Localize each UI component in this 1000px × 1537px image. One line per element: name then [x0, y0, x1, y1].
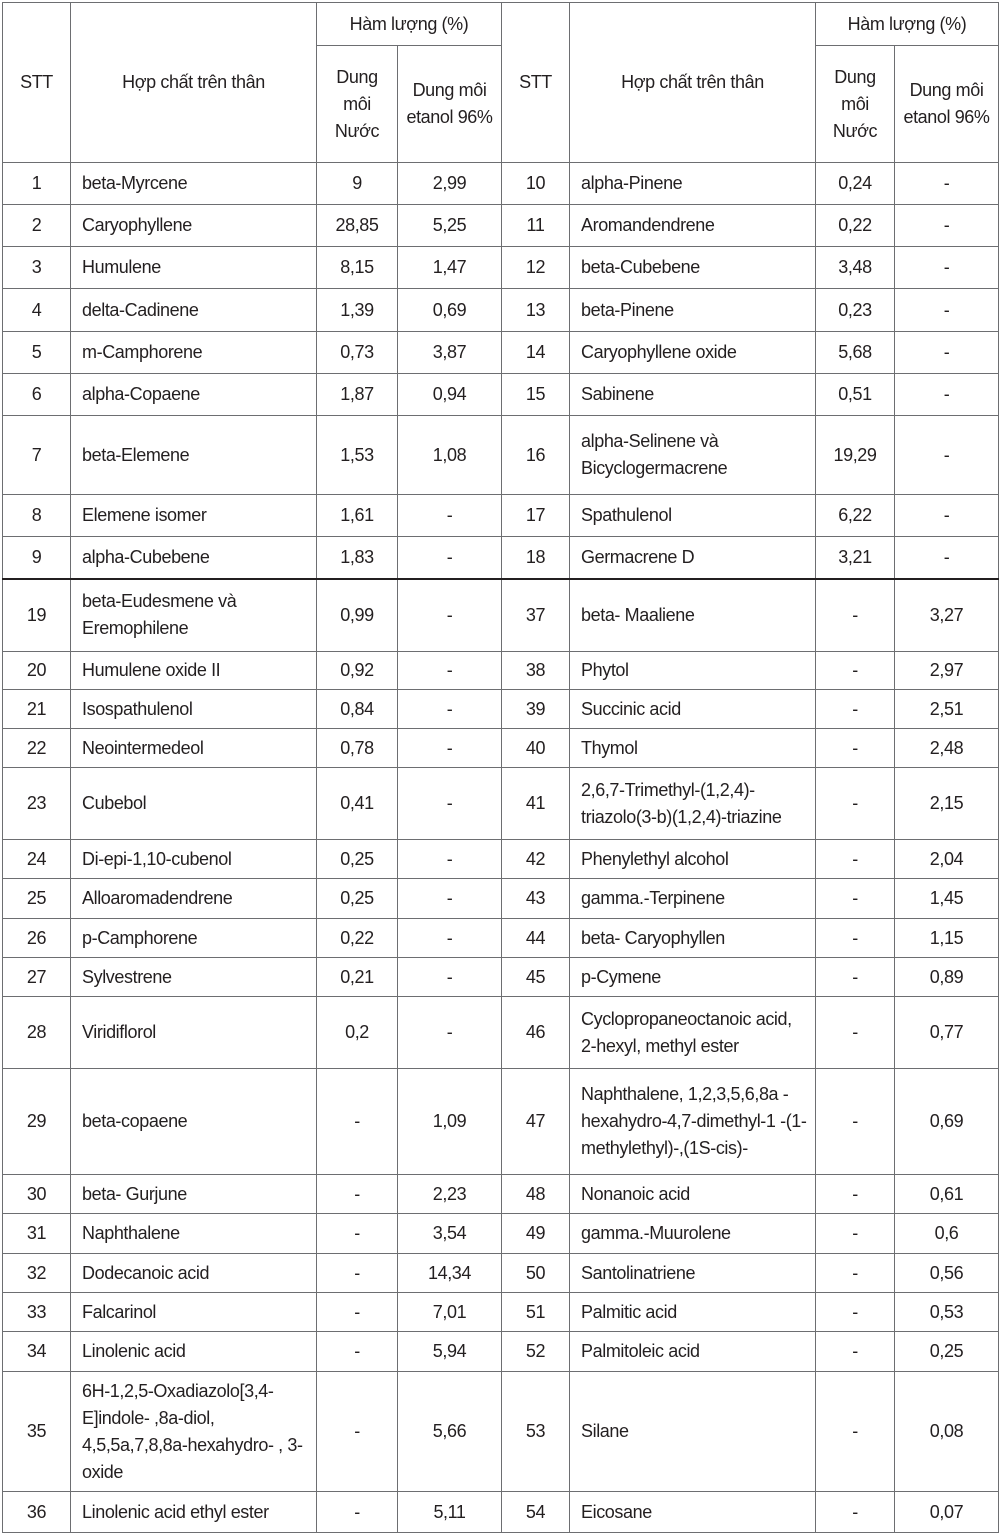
- stt-cell: 20: [3, 652, 71, 690]
- water-value-cell: 3,48: [816, 247, 895, 289]
- stt-cell: 40: [502, 729, 570, 768]
- ethanol-value-cell: -: [398, 958, 502, 997]
- ethanol-value-cell: -: [895, 205, 999, 247]
- ethanol-value-cell: -: [398, 579, 502, 652]
- table-row: [3, 416, 999, 495]
- ethanol-value-cell: -: [895, 163, 999, 205]
- compound-name-cell: alpha-Pinene: [570, 163, 816, 205]
- table-row: [3, 768, 999, 840]
- ethanol-value-cell: 1,47: [398, 247, 502, 289]
- ethanol-value-cell: 1,15: [895, 919, 999, 958]
- water-value-cell: 1,53: [317, 416, 398, 495]
- table-row: [3, 289, 999, 332]
- table-row: [3, 205, 999, 247]
- compound-name-cell: Thymol: [570, 729, 816, 768]
- water-value-cell: 0,23: [816, 289, 895, 332]
- ethanol-value-cell: 5,25: [398, 205, 502, 247]
- stt-cell: 23: [3, 768, 71, 840]
- table-row: [3, 332, 999, 374]
- stt-cell: 38: [502, 652, 570, 690]
- table-row: [3, 729, 999, 768]
- table-body: [3, 163, 999, 1533]
- stt-cell: 11: [502, 205, 570, 247]
- compound-name-cell: Elemene isomer: [71, 495, 317, 537]
- ethanol-value-cell: -: [895, 416, 999, 495]
- water-value-cell: -: [317, 1492, 398, 1533]
- ethanol-value-cell: 2,97: [895, 652, 999, 690]
- compound-name-cell: 2,6,7-Trimethyl-(1,2,4)-triazolo(3-b)(1,2,4)-triazine: [570, 768, 816, 840]
- stt-cell: 53: [502, 1372, 570, 1492]
- table-row: [3, 1214, 999, 1254]
- water-value-cell: -: [816, 768, 895, 840]
- ethanol-value-cell: 0,07: [895, 1492, 999, 1533]
- header-content-right: Hàm lượng (%): [816, 3, 999, 46]
- compound-name-cell: Silane: [570, 1372, 816, 1492]
- stt-cell: 30: [3, 1175, 71, 1214]
- water-value-cell: 0,25: [317, 879, 398, 919]
- table-row: [3, 997, 999, 1069]
- stt-cell: 51: [502, 1293, 570, 1332]
- table-row: [3, 690, 999, 729]
- water-value-cell: -: [317, 1069, 398, 1175]
- stt-cell: 46: [502, 997, 570, 1069]
- stt-cell: 17: [502, 495, 570, 537]
- table-row: [3, 163, 999, 205]
- ethanol-value-cell: 7,01: [398, 1293, 502, 1332]
- ethanol-value-cell: 0,69: [398, 289, 502, 332]
- stt-cell: 2: [3, 205, 71, 247]
- water-value-cell: 9: [317, 163, 398, 205]
- table-row: [3, 919, 999, 958]
- stt-cell: 27: [3, 958, 71, 997]
- compound-name-cell: Cubebol: [71, 768, 317, 840]
- ethanol-value-cell: -: [398, 537, 502, 579]
- compound-name-cell: Dodecanoic acid: [71, 1254, 317, 1293]
- compound-name-cell: Phytol: [570, 652, 816, 690]
- water-value-cell: 1,87: [317, 374, 398, 416]
- compound-name-cell: beta-Myrcene: [71, 163, 317, 205]
- water-value-cell: -: [816, 879, 895, 919]
- stt-cell: 45: [502, 958, 570, 997]
- stt-cell: 37: [502, 579, 570, 652]
- compound-name-cell: beta-Eudesmene và Eremophilene: [71, 579, 317, 652]
- table-row: [3, 495, 999, 537]
- compound-name-cell: Succinic acid: [570, 690, 816, 729]
- stt-cell: 50: [502, 1254, 570, 1293]
- ethanol-value-cell: 0,77: [895, 997, 999, 1069]
- ethanol-value-cell: 1,09: [398, 1069, 502, 1175]
- water-value-cell: -: [816, 997, 895, 1069]
- stt-cell: 3: [3, 247, 71, 289]
- compound-name-cell: Phenylethyl alcohol: [570, 840, 816, 879]
- ethanol-value-cell: 0,94: [398, 374, 502, 416]
- ethanol-value-cell: -: [398, 729, 502, 768]
- stt-cell: 6: [3, 374, 71, 416]
- water-value-cell: -: [816, 1372, 895, 1492]
- stt-cell: 18: [502, 537, 570, 579]
- table-row: [3, 374, 999, 416]
- compound-name-cell: Viridiflorol: [71, 997, 317, 1069]
- compound-name-cell: m-Camphorene: [71, 332, 317, 374]
- stt-cell: 12: [502, 247, 570, 289]
- ethanol-value-cell: 5,11: [398, 1492, 502, 1533]
- table-row: [3, 958, 999, 997]
- ethanol-value-cell: -: [895, 332, 999, 374]
- water-value-cell: -: [816, 1214, 895, 1254]
- water-value-cell: 1,39: [317, 289, 398, 332]
- compound-name-cell: Humulene oxide II: [71, 652, 317, 690]
- stt-cell: 14: [502, 332, 570, 374]
- ethanol-value-cell: 5,94: [398, 1332, 502, 1372]
- water-value-cell: 19,29: [816, 416, 895, 495]
- header-content-left: Hàm lượng (%): [317, 3, 502, 46]
- stt-cell: 35: [3, 1372, 71, 1492]
- compound-name-cell: Nonanoic acid: [570, 1175, 816, 1214]
- compound-name-cell: gamma.-Terpinene: [570, 879, 816, 919]
- header-water-right: Dung môi Nước: [816, 46, 895, 163]
- compound-name-cell: Humulene: [71, 247, 317, 289]
- ethanol-value-cell: -: [895, 374, 999, 416]
- water-value-cell: -: [816, 1254, 895, 1293]
- ethanol-value-cell: 2,23: [398, 1175, 502, 1214]
- stt-cell: 44: [502, 919, 570, 958]
- table-row: [3, 879, 999, 919]
- ethanol-value-cell: -: [895, 537, 999, 579]
- water-value-cell: 0,99: [317, 579, 398, 652]
- water-value-cell: -: [816, 919, 895, 958]
- water-value-cell: 5,68: [816, 332, 895, 374]
- header-stt-right: STT: [502, 3, 570, 163]
- compound-name-cell: Neointermedeol: [71, 729, 317, 768]
- stt-cell: 33: [3, 1293, 71, 1332]
- ethanol-value-cell: 0,89: [895, 958, 999, 997]
- stt-cell: 13: [502, 289, 570, 332]
- table-row: [3, 579, 999, 652]
- compound-name-cell: p-Cymene: [570, 958, 816, 997]
- stt-cell: 19: [3, 579, 71, 652]
- compound-name-cell: Germacrene D: [570, 537, 816, 579]
- stt-cell: 21: [3, 690, 71, 729]
- stt-cell: 25: [3, 879, 71, 919]
- compound-name-cell: Sabinene: [570, 374, 816, 416]
- water-value-cell: -: [816, 579, 895, 652]
- compound-name-cell: Naphthalene: [71, 1214, 317, 1254]
- compound-name-cell: gamma.-Muurolene: [570, 1214, 816, 1254]
- stt-cell: 36: [3, 1492, 71, 1533]
- header-compound-right: Hợp chất trên thân: [570, 3, 816, 163]
- compound-name-cell: Alloaromadendrene: [71, 879, 317, 919]
- compound-name-cell: beta- Gurjune: [71, 1175, 317, 1214]
- water-value-cell: -: [816, 958, 895, 997]
- ethanol-value-cell: 0,6: [895, 1214, 999, 1254]
- ethanol-value-cell: -: [398, 652, 502, 690]
- table-row: [3, 1254, 999, 1293]
- ethanol-value-cell: 2,51: [895, 690, 999, 729]
- water-value-cell: -: [816, 1332, 895, 1372]
- water-value-cell: -: [816, 1492, 895, 1533]
- ethanol-value-cell: 1,45: [895, 879, 999, 919]
- ethanol-value-cell: -: [398, 997, 502, 1069]
- compound-name-cell: Linolenic acid: [71, 1332, 317, 1372]
- ethanol-value-cell: -: [398, 840, 502, 879]
- ethanol-value-cell: 5,66: [398, 1372, 502, 1492]
- water-value-cell: 0,22: [816, 205, 895, 247]
- stt-cell: 54: [502, 1492, 570, 1533]
- compound-name-cell: alpha-Selinene và Bicyclogermacrene: [570, 416, 816, 495]
- water-value-cell: -: [816, 652, 895, 690]
- stt-cell: 26: [3, 919, 71, 958]
- ethanol-value-cell: 2,99: [398, 163, 502, 205]
- water-value-cell: 3,21: [816, 537, 895, 579]
- ethanol-value-cell: -: [398, 919, 502, 958]
- stt-cell: 31: [3, 1214, 71, 1254]
- ethanol-value-cell: 3,87: [398, 332, 502, 374]
- compound-name-cell: beta- Maaliene: [570, 579, 816, 652]
- compound-name-cell: Isospathulenol: [71, 690, 317, 729]
- stt-cell: 48: [502, 1175, 570, 1214]
- compound-name-cell: Palmitic acid: [570, 1293, 816, 1332]
- compound-name-cell: Caryophyllene oxide: [570, 332, 816, 374]
- stt-cell: 22: [3, 729, 71, 768]
- compound-name-cell: beta-Cubebene: [570, 247, 816, 289]
- water-value-cell: 0,21: [317, 958, 398, 997]
- table-row: [3, 247, 999, 289]
- ethanol-value-cell: 0,56: [895, 1254, 999, 1293]
- stt-cell: 8: [3, 495, 71, 537]
- water-value-cell: 1,83: [317, 537, 398, 579]
- water-value-cell: -: [317, 1214, 398, 1254]
- water-value-cell: 0,2: [317, 997, 398, 1069]
- ethanol-value-cell: 0,53: [895, 1293, 999, 1332]
- compound-name-cell: 6H-1,2,5-Oxadiazolo[3,4-E]indole- ,8a-diol, 4,5,5a,7,8,8a-hexahydro- , 3-oxide: [71, 1372, 317, 1492]
- compound-name-cell: Falcarinol: [71, 1293, 317, 1332]
- compound-name-cell: beta-copaene: [71, 1069, 317, 1175]
- water-value-cell: 6,22: [816, 495, 895, 537]
- compound-name-cell: Caryophyllene: [71, 205, 317, 247]
- stt-cell: 41: [502, 768, 570, 840]
- stt-cell: 9: [3, 537, 71, 579]
- stt-cell: 15: [502, 374, 570, 416]
- water-value-cell: 28,85: [317, 205, 398, 247]
- ethanol-value-cell: 0,08: [895, 1372, 999, 1492]
- table-row: [3, 1069, 999, 1175]
- water-value-cell: 0,84: [317, 690, 398, 729]
- table-row: [3, 1492, 999, 1533]
- table-row: [3, 840, 999, 879]
- water-value-cell: 0,41: [317, 768, 398, 840]
- water-value-cell: -: [816, 729, 895, 768]
- stt-cell: 29: [3, 1069, 71, 1175]
- stt-cell: 4: [3, 289, 71, 332]
- stt-cell: 10: [502, 163, 570, 205]
- ethanol-value-cell: 0,25: [895, 1332, 999, 1372]
- water-value-cell: -: [317, 1254, 398, 1293]
- water-value-cell: -: [816, 690, 895, 729]
- ethanol-value-cell: -: [895, 289, 999, 332]
- water-value-cell: 0,92: [317, 652, 398, 690]
- stt-cell: 39: [502, 690, 570, 729]
- water-value-cell: 0,25: [317, 840, 398, 879]
- water-value-cell: 0,78: [317, 729, 398, 768]
- water-value-cell: -: [816, 1175, 895, 1214]
- ethanol-value-cell: -: [398, 690, 502, 729]
- ethanol-value-cell: -: [398, 495, 502, 537]
- water-value-cell: 1,61: [317, 495, 398, 537]
- stt-cell: 47: [502, 1069, 570, 1175]
- compound-name-cell: Aromandendrene: [570, 205, 816, 247]
- stt-cell: 42: [502, 840, 570, 879]
- ethanol-value-cell: 2,48: [895, 729, 999, 768]
- ethanol-value-cell: -: [895, 495, 999, 537]
- compound-name-cell: delta-Cadinene: [71, 289, 317, 332]
- stt-cell: 28: [3, 997, 71, 1069]
- water-value-cell: -: [317, 1332, 398, 1372]
- stt-cell: 52: [502, 1332, 570, 1372]
- ethanol-value-cell: 14,34: [398, 1254, 502, 1293]
- ethanol-value-cell: -: [895, 247, 999, 289]
- stt-cell: 49: [502, 1214, 570, 1254]
- compound-name-cell: Di-epi-1,10-cubenol: [71, 840, 317, 879]
- header-water-left: Dung môi Nước: [317, 46, 398, 163]
- stt-cell: 34: [3, 1332, 71, 1372]
- header-ethanol-right: Dung môi etanol 96%: [895, 46, 999, 163]
- compound-name-cell: alpha-Cubebene: [71, 537, 317, 579]
- compound-name-cell: Santolinatriene: [570, 1254, 816, 1293]
- table-row: [3, 537, 999, 579]
- water-value-cell: -: [317, 1293, 398, 1332]
- table-row: [3, 1372, 999, 1492]
- stt-cell: 43: [502, 879, 570, 919]
- compound-name-cell: Eicosane: [570, 1492, 816, 1533]
- water-value-cell: -: [816, 840, 895, 879]
- compound-name-cell: Spathulenol: [570, 495, 816, 537]
- header-ethanol-left: Dung môi etanol 96%: [398, 46, 502, 163]
- ethanol-value-cell: -: [398, 768, 502, 840]
- ethanol-value-cell: -: [398, 879, 502, 919]
- table-row: [3, 1293, 999, 1332]
- ethanol-value-cell: 0,61: [895, 1175, 999, 1214]
- compound-name-cell: Linolenic acid ethyl ester: [71, 1492, 317, 1533]
- stt-cell: 7: [3, 416, 71, 495]
- water-value-cell: -: [816, 1069, 895, 1175]
- compound-name-cell: beta- Caryophyllen: [570, 919, 816, 958]
- stt-cell: 16: [502, 416, 570, 495]
- compound-name-cell: Sylvestrene: [71, 958, 317, 997]
- water-value-cell: 0,51: [816, 374, 895, 416]
- compound-name-cell: beta-Elemene: [71, 416, 317, 495]
- stt-cell: 1: [3, 163, 71, 205]
- ethanol-value-cell: 3,54: [398, 1214, 502, 1254]
- compound-name-cell: beta-Pinene: [570, 289, 816, 332]
- water-value-cell: -: [816, 1293, 895, 1332]
- water-value-cell: 0,22: [317, 919, 398, 958]
- water-value-cell: 8,15: [317, 247, 398, 289]
- water-value-cell: 0,73: [317, 332, 398, 374]
- water-value-cell: 0,24: [816, 163, 895, 205]
- compound-name-cell: p-Camphorene: [71, 919, 317, 958]
- ethanol-value-cell: 2,04: [895, 840, 999, 879]
- compound-name-cell: Palmitoleic acid: [570, 1332, 816, 1372]
- ethanol-value-cell: 2,15: [895, 768, 999, 840]
- stt-cell: 32: [3, 1254, 71, 1293]
- table-row: [3, 1332, 999, 1372]
- stt-cell: 24: [3, 840, 71, 879]
- stt-cell: 5: [3, 332, 71, 374]
- ethanol-value-cell: 0,69: [895, 1069, 999, 1175]
- compound-name-cell: Naphthalene, 1,2,3,5,6,8a -hexahydro-4,7-dimethyl-1 -(1-methylethyl)-,(1S-cis)-: [570, 1069, 816, 1175]
- header-stt-left: STT: [3, 3, 71, 163]
- ethanol-value-cell: 1,08: [398, 416, 502, 495]
- header-compound-left: Hợp chất trên thân: [71, 3, 317, 163]
- water-value-cell: -: [317, 1175, 398, 1214]
- table-row: [3, 652, 999, 690]
- water-value-cell: -: [317, 1372, 398, 1492]
- compound-table: [2, 2, 999, 1533]
- ethanol-value-cell: 3,27: [895, 579, 999, 652]
- table-row: [3, 1175, 999, 1214]
- compound-name-cell: alpha-Copaene: [71, 374, 317, 416]
- compound-name-cell: Cyclopropaneoctanoic acid, 2-hexyl, methyl ester: [570, 997, 816, 1069]
